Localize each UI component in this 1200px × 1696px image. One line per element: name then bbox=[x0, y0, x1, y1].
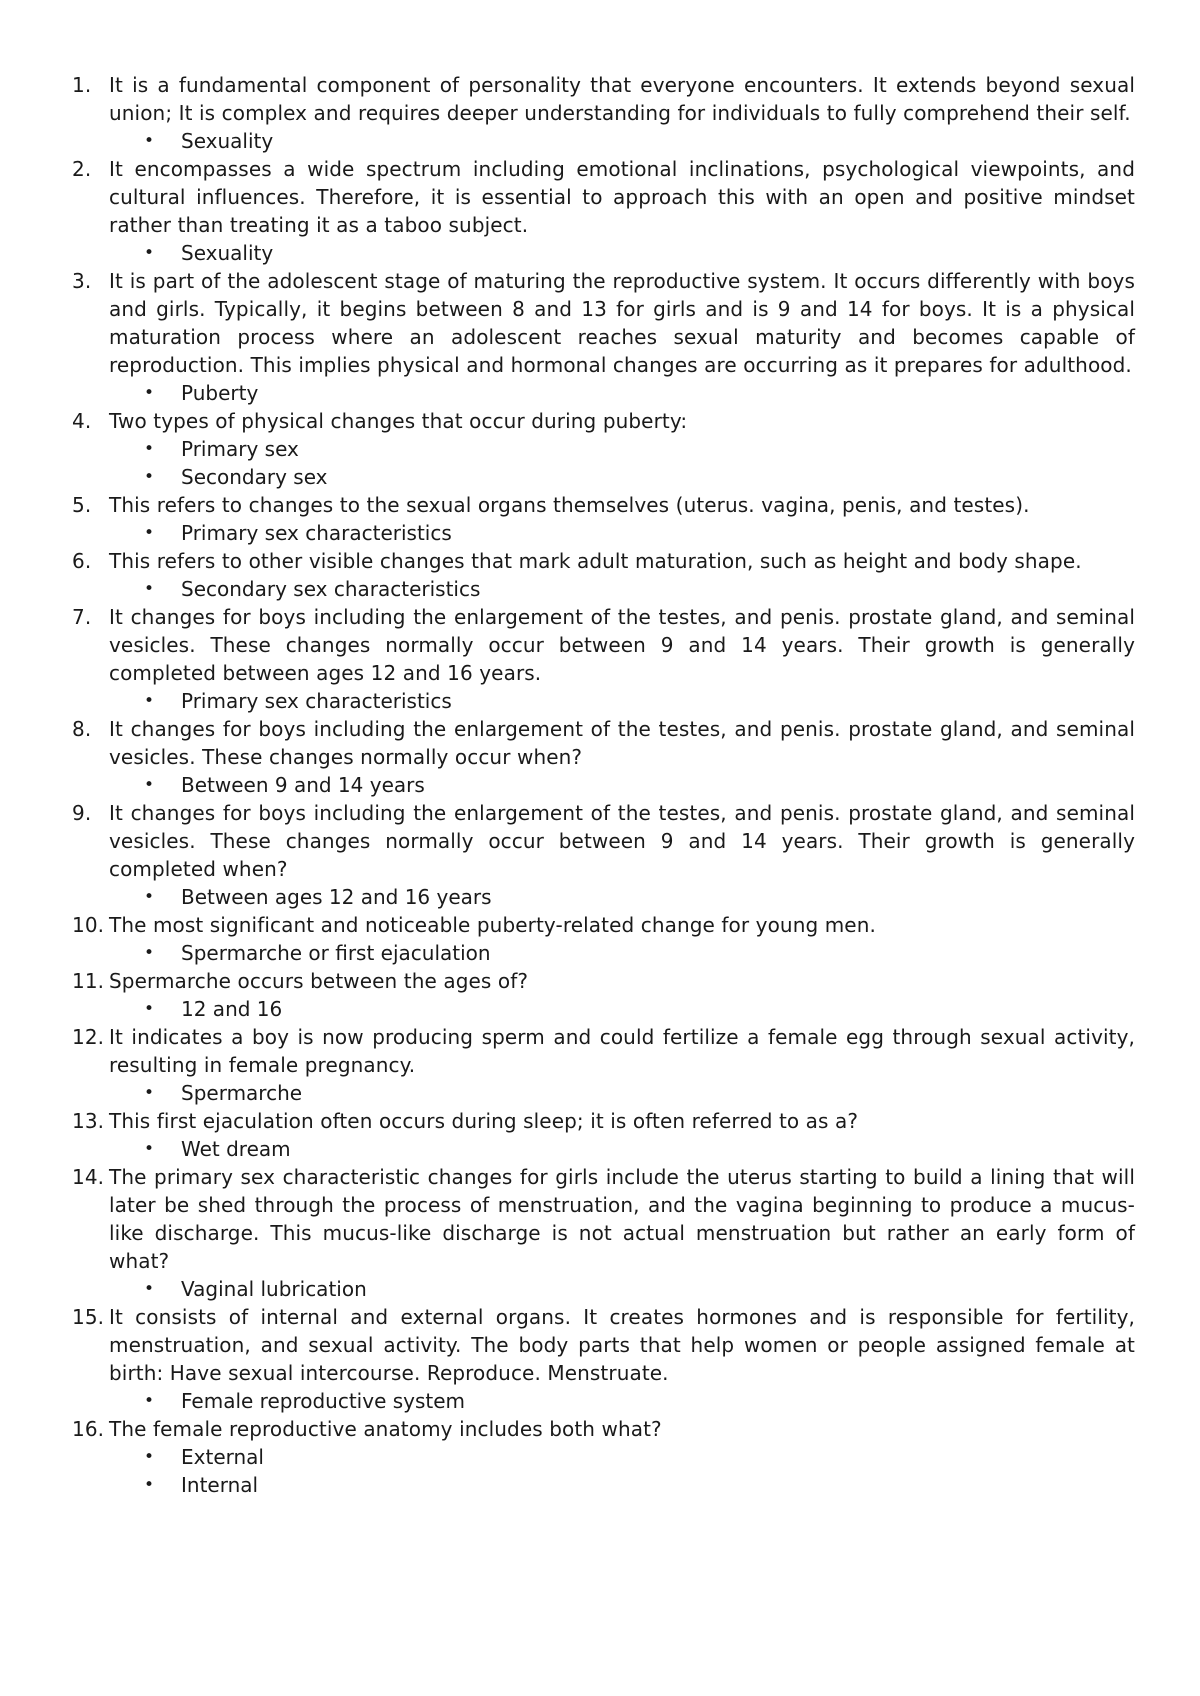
bullet-icon: • bbox=[144, 243, 155, 263]
question-row bbox=[72, 603, 1135, 687]
question-number: 7. bbox=[72, 605, 92, 629]
question-row bbox=[72, 1023, 1135, 1079]
answer-list bbox=[72, 239, 1135, 267]
question-row bbox=[72, 1107, 1135, 1135]
question-item bbox=[72, 1163, 1135, 1303]
bullet-icon: • bbox=[144, 1083, 155, 1103]
answer-list bbox=[72, 1275, 1135, 1303]
question-text: The primary sex characteristic changes for girls include the uterus starting to build a lining that will later be shed through the process of menstruation, and the vagina beginning to produce a mucus-like discharge. This mucus-like discharge is not actual menstruation but rather an early form of what? bbox=[109, 1165, 1135, 1273]
answer-item bbox=[72, 1079, 1135, 1107]
answer-item bbox=[72, 883, 1135, 911]
question-item bbox=[72, 407, 1135, 491]
answer-list bbox=[72, 379, 1135, 407]
question-item bbox=[72, 715, 1135, 799]
bullet-icon: • bbox=[144, 887, 155, 907]
bullet-icon: • bbox=[144, 383, 155, 403]
answer-text: Spermarche or first ejaculation bbox=[181, 941, 491, 965]
question-text: It encompasses a wide spectrum including emotional inclinations, psychological viewpoints, and cultural influences. Therefore, it is essential to approach this with an open and positive mindset rather than treating it as a taboo subject. bbox=[109, 157, 1135, 237]
question-row bbox=[72, 407, 1135, 435]
answer-item bbox=[72, 1135, 1135, 1163]
answer-text: Female reproductive system bbox=[181, 1389, 466, 1413]
question-number: 14. bbox=[72, 1165, 105, 1189]
question-text: It changes for boys including the enlargement of the testes, and penis. prostate gland, and seminal vesicles. These changes normally occur when? bbox=[109, 717, 1135, 769]
question-row bbox=[72, 491, 1135, 519]
answer-item bbox=[72, 771, 1135, 799]
question-row bbox=[72, 799, 1135, 883]
question-number: 13. bbox=[72, 1109, 105, 1133]
answer-list bbox=[72, 1135, 1135, 1163]
question-item bbox=[72, 603, 1135, 715]
bullet-icon: • bbox=[144, 775, 155, 795]
question-row bbox=[72, 715, 1135, 771]
question-row bbox=[72, 911, 1135, 939]
question-number: 15. bbox=[72, 1305, 105, 1329]
question-text: The most significant and noticeable puberty-related change for young men. bbox=[109, 913, 876, 937]
question-row bbox=[72, 1415, 1135, 1443]
document-page bbox=[72, 71, 1135, 1499]
question-row bbox=[72, 1303, 1135, 1387]
answer-list bbox=[72, 687, 1135, 715]
question-number: 8. bbox=[72, 717, 92, 741]
bullet-icon: • bbox=[144, 1391, 155, 1411]
answer-text: Sexuality bbox=[181, 241, 274, 265]
question-item bbox=[72, 1415, 1135, 1499]
question-text: It consists of internal and external organs. It creates hormones and is responsible for fertility, menstruation, and sexual activity. The body parts that help women or people assigned female at birth: Have sexual intercourse. Reproduce. Menstruate. bbox=[109, 1305, 1135, 1385]
question-list bbox=[72, 71, 1135, 1499]
question-text: It changes for boys including the enlargement of the testes, and penis. prostate gland, and seminal vesicles. These changes normally occur between 9 and 14 years. Their growth is generally completed between ages 12 and 16 years. bbox=[109, 605, 1135, 685]
question-number: 6. bbox=[72, 549, 92, 573]
question-item bbox=[72, 799, 1135, 911]
answer-text: Sexuality bbox=[181, 129, 274, 153]
question-item bbox=[72, 155, 1135, 267]
bullet-icon: • bbox=[144, 1279, 155, 1299]
answer-item bbox=[72, 1387, 1135, 1415]
question-text: It changes for boys including the enlargement of the testes, and penis. prostate gland, and seminal vesicles. These changes normally occur between 9 and 14 years. Their growth is generally completed when? bbox=[109, 801, 1135, 881]
question-item bbox=[72, 911, 1135, 967]
answer-text: Between ages 12 and 16 years bbox=[181, 885, 492, 909]
question-item bbox=[72, 967, 1135, 1023]
question-number: 5. bbox=[72, 493, 92, 517]
answer-text: 12 and 16 bbox=[181, 997, 283, 1021]
bullet-icon: • bbox=[144, 943, 155, 963]
bullet-icon: • bbox=[144, 467, 155, 487]
answer-text: Secondary sex bbox=[181, 465, 328, 489]
answer-item bbox=[72, 687, 1135, 715]
question-text: Spermarche occurs between the ages of? bbox=[109, 969, 529, 993]
answer-text: Primary sex bbox=[181, 437, 299, 461]
answer-item bbox=[72, 519, 1135, 547]
question-item bbox=[72, 1303, 1135, 1415]
answer-item bbox=[72, 575, 1135, 603]
answer-list bbox=[72, 1443, 1135, 1499]
answer-list bbox=[72, 435, 1135, 491]
answer-list bbox=[72, 771, 1135, 799]
question-item bbox=[72, 71, 1135, 155]
answer-text: Secondary sex characteristics bbox=[181, 577, 481, 601]
bullet-icon: • bbox=[144, 523, 155, 543]
question-text: This first ejaculation often occurs during sleep; it is often referred to as a? bbox=[109, 1109, 859, 1133]
answer-item bbox=[72, 435, 1135, 463]
answer-item bbox=[72, 1471, 1135, 1499]
answer-text: External bbox=[181, 1445, 264, 1469]
question-item bbox=[72, 1107, 1135, 1163]
answer-item bbox=[72, 995, 1135, 1023]
question-text: Two types of physical changes that occur during puberty: bbox=[109, 409, 688, 433]
answer-list bbox=[72, 883, 1135, 911]
question-text: The female reproductive anatomy includes both what? bbox=[109, 1417, 662, 1441]
question-item bbox=[72, 1023, 1135, 1107]
answer-item bbox=[72, 1275, 1135, 1303]
bullet-icon: • bbox=[144, 691, 155, 711]
question-text: It is a fundamental component of personality that everyone encounters. It extends beyond sexual union; It is complex and requires deeper understanding for individuals to fully comprehend their self. bbox=[109, 73, 1135, 125]
question-row bbox=[72, 71, 1135, 127]
answer-item bbox=[72, 463, 1135, 491]
answer-list bbox=[72, 939, 1135, 967]
answer-text: Primary sex characteristics bbox=[181, 521, 452, 545]
question-number: 1. bbox=[72, 73, 92, 97]
answer-list bbox=[72, 1387, 1135, 1415]
bullet-icon: • bbox=[144, 579, 155, 599]
answer-text: Between 9 and 14 years bbox=[181, 773, 425, 797]
question-number: 2. bbox=[72, 157, 92, 181]
question-row bbox=[72, 967, 1135, 995]
question-text: It indicates a boy is now producing sperm and could fertilize a female egg through sexual activity, resulting in female pregnancy. bbox=[109, 1025, 1135, 1077]
answer-text: Puberty bbox=[181, 381, 259, 405]
answer-item bbox=[72, 939, 1135, 967]
bullet-icon: • bbox=[144, 1475, 155, 1495]
question-number: 11. bbox=[72, 969, 105, 993]
answer-item bbox=[72, 239, 1135, 267]
question-item bbox=[72, 267, 1135, 407]
answer-list bbox=[72, 995, 1135, 1023]
question-row bbox=[72, 547, 1135, 575]
question-number: 4. bbox=[72, 409, 92, 433]
bullet-icon: • bbox=[144, 439, 155, 459]
question-row bbox=[72, 267, 1135, 379]
bullet-icon: • bbox=[144, 1139, 155, 1159]
question-item bbox=[72, 547, 1135, 603]
question-number: 16. bbox=[72, 1417, 105, 1441]
answer-list bbox=[72, 1079, 1135, 1107]
question-row bbox=[72, 1163, 1135, 1275]
answer-list bbox=[72, 127, 1135, 155]
answer-text: Spermarche bbox=[181, 1081, 303, 1105]
bullet-icon: • bbox=[144, 999, 155, 1019]
answer-list bbox=[72, 519, 1135, 547]
answer-text: Internal bbox=[181, 1473, 259, 1497]
question-text: This refers to changes to the sexual organs themselves (uterus. vagina, penis, and testes). bbox=[109, 493, 1030, 517]
question-number: 12. bbox=[72, 1025, 105, 1049]
question-number: 3. bbox=[72, 269, 92, 293]
answer-item bbox=[72, 1443, 1135, 1471]
answer-text: Primary sex characteristics bbox=[181, 689, 452, 713]
question-number: 10. bbox=[72, 913, 105, 937]
question-item bbox=[72, 491, 1135, 547]
answer-item bbox=[72, 379, 1135, 407]
answer-list bbox=[72, 575, 1135, 603]
answer-text: Vaginal lubrication bbox=[181, 1277, 367, 1301]
answer-item bbox=[72, 127, 1135, 155]
question-text: It is part of the adolescent stage of maturing the reproductive system. It occurs differently with boys and girls. Typically, it begins between 8 and 13 for girls and is 9 and 14 for boys. It is a physical maturation process where an adolescent reaches sexual maturity and becomes capable of reproduction. This implies physical and hormonal changes are occurring as it prepares for adulthood. bbox=[109, 269, 1135, 377]
question-row bbox=[72, 155, 1135, 239]
bullet-icon: • bbox=[144, 131, 155, 151]
question-number: 9. bbox=[72, 801, 92, 825]
question-text: This refers to other visible changes that mark adult maturation, such as height and body shape. bbox=[109, 549, 1082, 573]
answer-text: Wet dream bbox=[181, 1137, 291, 1161]
bullet-icon: • bbox=[144, 1447, 155, 1467]
